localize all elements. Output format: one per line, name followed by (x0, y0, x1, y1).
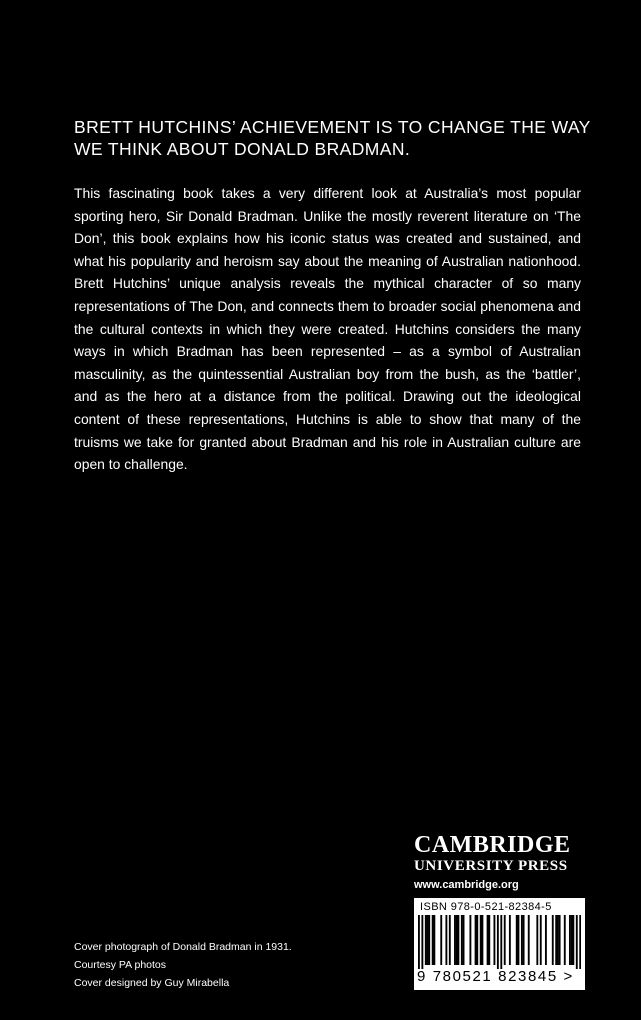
headline (74, 116, 594, 160)
barcode-bar (523, 915, 525, 965)
barcode-bar (487, 915, 489, 965)
barcode-bar (427, 915, 429, 965)
barcode-bar (509, 915, 511, 965)
barcode-bar (432, 915, 434, 965)
barcode-bar (576, 915, 578, 969)
barcode-bar (440, 915, 442, 965)
isbn-label: ISBN 978-0-521-82384-5 (420, 901, 552, 913)
barcode-digits: 9 780521 823845 > (417, 968, 574, 985)
publisher-logo (414, 833, 584, 893)
publisher-name: CAMBRIDGE (414, 832, 571, 858)
barcode-bar (449, 915, 451, 965)
barcode-bar (421, 915, 423, 969)
barcode-bar (559, 915, 561, 965)
barcode-bar (536, 915, 538, 965)
isbn-barcode (414, 898, 585, 990)
barcode-bar (481, 915, 483, 965)
barcode-bar (564, 915, 566, 965)
barcode-bar (425, 915, 427, 965)
barcode-bar (500, 915, 502, 969)
barcode-bar (493, 915, 495, 965)
credit-courtesy: Courtesy PA photos (74, 959, 167, 971)
barcode-bar (572, 915, 574, 965)
barcode-bar (555, 915, 557, 965)
publisher-url: www.cambridge.org (414, 879, 519, 891)
credit-designer: Cover designed by Guy Mirabella (74, 977, 230, 989)
barcode-bar (480, 915, 482, 965)
barcode-bar (516, 915, 518, 965)
barcode-bar (569, 915, 571, 965)
barcode-bar (504, 915, 506, 965)
barcode-bar (463, 915, 465, 965)
barcode-bar (521, 915, 523, 965)
barcode-bar (579, 915, 581, 969)
barcode-bar (571, 915, 573, 965)
credit-photo: Cover photograph of Donald Bradman in 1931. (74, 941, 292, 953)
barcode-bar (540, 915, 542, 965)
barcode-bar (528, 915, 530, 965)
book-blurb: This fascinating book takes a very different look at Australia’s most popular sporting hero, Sir Donald Bradman. Unlike the mostly reverent literature on ‘The Don’, this book explains how his iconic status was created and sustained, and what his popularity and heroism say about the meaning of Australian nationhood. Brett Hutchins’ unique analysis reveals the mythical character of so many representations of The Don, and connects them to broader social phenomena and the cultural contexts in which they were created. Hutchins considers the many ways in which Bradman has been represented – as a symbol of Australian masculinity, as the quintessential Australian boy from the bush, as the ‘battler’, and as the hero at a distance from the political. Drawing out the ideological content of these representations, Hutchins is able to show that many of the truisms we take for granted about Bradman and his role in Australian culture are open to challenge. (74, 185, 581, 473)
barcode-bar (418, 915, 420, 969)
barcode-bar (457, 915, 459, 965)
barcode-bar (545, 915, 547, 965)
barcode-bar (518, 915, 520, 965)
barcode-bar (552, 915, 554, 965)
cover-credits (74, 938, 374, 992)
headline-line-1: BRETT HUTCHINS’ ACHIEVEMENT IS TO CHANGE THE WAY (74, 117, 591, 137)
barcode-bar (445, 915, 447, 965)
headline-line-2: WE THINK ABOUT DONALD BRADMAN. (74, 139, 411, 159)
barcode-bar (461, 915, 463, 965)
barcode-bar (469, 915, 471, 965)
barcode-bar (433, 915, 435, 965)
barcode-bar (454, 915, 456, 965)
barcode-bar (475, 915, 477, 965)
barcode-bar (476, 915, 478, 965)
barcode-bar (456, 915, 458, 965)
barcode-bar (488, 915, 490, 965)
barcode-bar (557, 915, 559, 965)
publisher-subtitle: UNIVERSITY PRESS (414, 858, 568, 874)
barcode-bar (497, 915, 499, 969)
barcode-bars-icon (418, 915, 581, 969)
barcode-bar (428, 915, 430, 965)
